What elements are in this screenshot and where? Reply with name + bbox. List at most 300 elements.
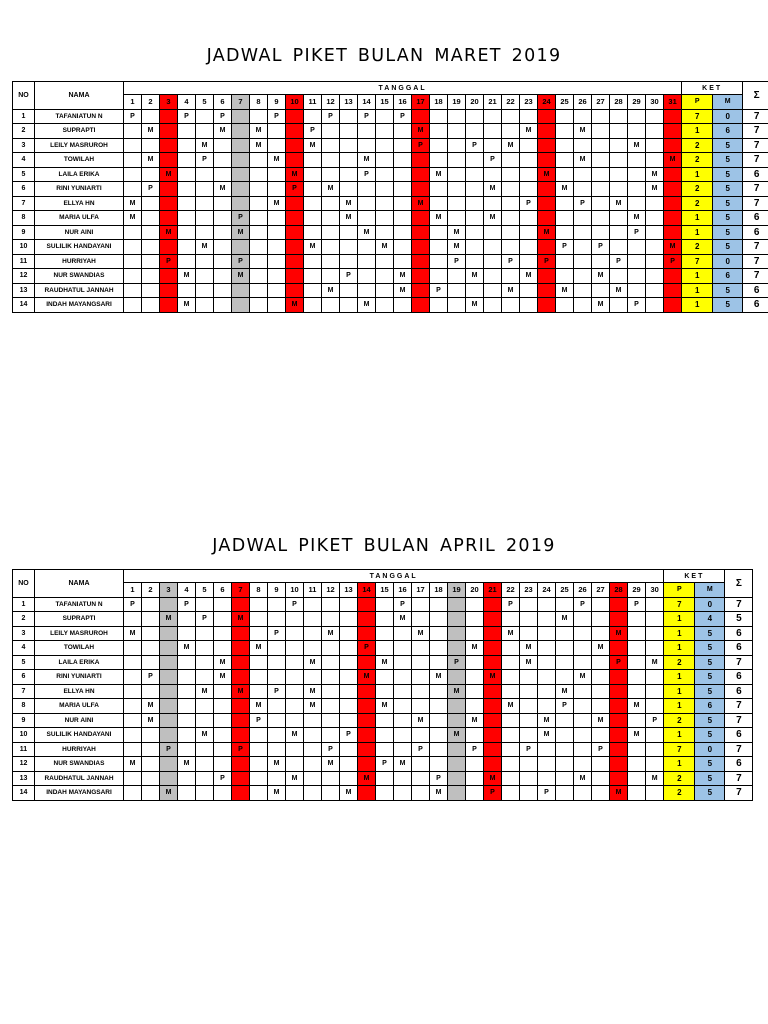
- duty-cell: [394, 699, 412, 714]
- duty-cell: [376, 670, 394, 685]
- duty-cell: [232, 626, 250, 641]
- duty-cell: [322, 153, 340, 168]
- duty-cell: [322, 211, 340, 226]
- duty-cell: M: [196, 240, 214, 255]
- count-p: 1: [682, 211, 713, 226]
- duty-cell: P: [538, 254, 556, 269]
- duty-cell: [124, 225, 142, 240]
- duty-cell: [520, 211, 538, 226]
- duty-cell: [646, 196, 664, 211]
- duty-cell: [556, 225, 574, 240]
- duty-cell: [196, 298, 214, 313]
- duty-cell: [124, 786, 142, 801]
- duty-cell: [322, 771, 340, 786]
- table-row: [13, 626, 753, 641]
- duty-cell: [610, 713, 628, 728]
- duty-cell: [142, 298, 160, 313]
- duty-cell: M: [286, 298, 304, 313]
- duty-cell: [394, 138, 412, 153]
- duty-cell: [430, 124, 448, 139]
- duty-cell: [502, 124, 520, 139]
- table-row: [13, 655, 753, 670]
- duty-cell: [574, 254, 592, 269]
- duty-cell: [430, 109, 448, 124]
- duty-cell: [646, 109, 664, 124]
- duty-cell: [646, 269, 664, 284]
- header-tanggal: TANGGAL: [124, 82, 682, 95]
- day-number: 12: [322, 95, 340, 110]
- duty-cell: [484, 124, 502, 139]
- duty-cell: [520, 612, 538, 627]
- duty-cell: M: [574, 153, 592, 168]
- duty-cell: M: [124, 757, 142, 772]
- duty-cell: [340, 283, 358, 298]
- duty-cell: [646, 670, 664, 685]
- duty-cell: [466, 699, 484, 714]
- duty-cell: M: [250, 138, 268, 153]
- duty-cell: [232, 597, 250, 612]
- count-p: 2: [664, 786, 695, 801]
- duty-cell: P: [268, 109, 286, 124]
- duty-cell: M: [628, 138, 646, 153]
- duty-cell: P: [592, 742, 610, 757]
- duty-cell: [574, 225, 592, 240]
- duty-cell: [574, 626, 592, 641]
- duty-cell: [664, 138, 682, 153]
- duty-cell: P: [340, 269, 358, 284]
- duty-cell: [286, 655, 304, 670]
- duty-cell: [232, 283, 250, 298]
- duty-cell: [466, 597, 484, 612]
- duty-cell: [160, 655, 178, 670]
- duty-cell: [466, 283, 484, 298]
- duty-cell: [340, 742, 358, 757]
- duty-cell: [466, 211, 484, 226]
- duty-cell: [322, 713, 340, 728]
- duty-cell: [484, 626, 502, 641]
- duty-cell: [250, 196, 268, 211]
- duty-cell: [124, 182, 142, 197]
- duty-cell: M: [628, 728, 646, 743]
- duty-cell: [232, 240, 250, 255]
- duty-cell: P: [430, 771, 448, 786]
- duty-cell: M: [268, 757, 286, 772]
- duty-cell: [466, 225, 484, 240]
- duty-cell: [664, 298, 682, 313]
- duty-cell: M: [520, 269, 538, 284]
- duty-cell: [304, 742, 322, 757]
- row-name: LEILY MASRUROH: [35, 138, 124, 153]
- duty-cell: [448, 153, 466, 168]
- duty-cell: [196, 655, 214, 670]
- duty-cell: [556, 641, 574, 656]
- duty-cell: M: [358, 298, 376, 313]
- duty-cell: [286, 757, 304, 772]
- duty-cell: [196, 742, 214, 757]
- duty-cell: [214, 626, 232, 641]
- duty-cell: [142, 641, 160, 656]
- count-m: 5: [695, 728, 725, 743]
- table-row: [13, 612, 753, 627]
- duty-cell: [340, 684, 358, 699]
- duty-cell: [124, 298, 142, 313]
- duty-cell: [538, 612, 556, 627]
- day-number: 30: [646, 95, 664, 110]
- row-name: MARIA ULFA: [35, 211, 124, 226]
- duty-cell: [268, 742, 286, 757]
- duty-cell: P: [628, 225, 646, 240]
- count-m: 5: [695, 655, 725, 670]
- duty-cell: [250, 670, 268, 685]
- duty-cell: [232, 298, 250, 313]
- duty-cell: [250, 240, 268, 255]
- duty-cell: [538, 240, 556, 255]
- duty-cell: [286, 742, 304, 757]
- duty-cell: M: [538, 713, 556, 728]
- duty-cell: P: [430, 283, 448, 298]
- duty-cell: P: [322, 742, 340, 757]
- duty-cell: [142, 626, 160, 641]
- row-total: 6: [743, 283, 768, 298]
- duty-cell: [430, 713, 448, 728]
- row-total: 6: [725, 757, 753, 772]
- duty-cell: M: [502, 626, 520, 641]
- day-number: 5: [196, 95, 214, 110]
- duty-cell: [376, 626, 394, 641]
- count-m: 5: [713, 153, 743, 168]
- count-p: 2: [682, 196, 713, 211]
- duty-cell: [178, 196, 196, 211]
- duty-cell: [250, 771, 268, 786]
- duty-cell: [520, 254, 538, 269]
- duty-cell: M: [196, 728, 214, 743]
- duty-cell: [412, 771, 430, 786]
- table-row: [13, 641, 753, 656]
- duty-cell: [484, 240, 502, 255]
- duty-cell: M: [466, 298, 484, 313]
- day-number: 5: [196, 583, 214, 598]
- row-name: SULILIK HANDAYANI: [35, 728, 124, 743]
- duty-cell: [304, 728, 322, 743]
- row-total: 7: [743, 182, 768, 197]
- duty-cell: [502, 167, 520, 182]
- duty-cell: [430, 728, 448, 743]
- duty-cell: [124, 612, 142, 627]
- duty-cell: [142, 269, 160, 284]
- duty-cell: [250, 211, 268, 226]
- duty-cell: [574, 612, 592, 627]
- duty-cell: [160, 684, 178, 699]
- duty-cell: [646, 641, 664, 656]
- duty-cell: [394, 240, 412, 255]
- duty-cell: P: [412, 138, 430, 153]
- row-no: 3: [13, 138, 35, 153]
- duty-cell: [448, 124, 466, 139]
- day-number: 17: [412, 95, 430, 110]
- duty-cell: [376, 138, 394, 153]
- day-number: 14: [358, 95, 376, 110]
- day-number: 9: [268, 95, 286, 110]
- row-name: SUPRAPTI: [35, 612, 124, 627]
- duty-cell: M: [610, 626, 628, 641]
- duty-cell: [304, 283, 322, 298]
- duty-cell: [592, 626, 610, 641]
- duty-cell: [628, 641, 646, 656]
- duty-cell: [628, 196, 646, 211]
- duty-cell: M: [628, 211, 646, 226]
- duty-cell: [592, 699, 610, 714]
- duty-cell: [124, 138, 142, 153]
- duty-cell: [250, 728, 268, 743]
- duty-cell: [124, 670, 142, 685]
- duty-cell: [556, 771, 574, 786]
- duty-cell: [556, 138, 574, 153]
- duty-cell: [520, 153, 538, 168]
- duty-cell: M: [484, 182, 502, 197]
- duty-cell: [268, 254, 286, 269]
- duty-cell: [124, 713, 142, 728]
- duty-cell: [664, 196, 682, 211]
- table-row: [13, 269, 768, 284]
- duty-cell: [484, 196, 502, 211]
- duty-cell: [574, 641, 592, 656]
- duty-cell: [268, 124, 286, 139]
- duty-cell: [556, 786, 574, 801]
- duty-cell: [376, 742, 394, 757]
- duty-cell: [556, 211, 574, 226]
- row-no: 1: [13, 109, 35, 124]
- duty-cell: M: [268, 153, 286, 168]
- duty-cell: [250, 167, 268, 182]
- day-number: 15: [376, 95, 394, 110]
- duty-cell: [358, 626, 376, 641]
- duty-cell: [286, 283, 304, 298]
- duty-cell: [556, 254, 574, 269]
- duty-cell: [610, 269, 628, 284]
- day-number: 18: [430, 95, 448, 110]
- count-m: 5: [713, 240, 743, 255]
- row-no: 5: [13, 167, 35, 182]
- duty-cell: [196, 182, 214, 197]
- duty-cell: [142, 684, 160, 699]
- duty-cell: [646, 597, 664, 612]
- duty-cell: [232, 167, 250, 182]
- duty-cell: [376, 641, 394, 656]
- duty-cell: [340, 182, 358, 197]
- duty-cell: [394, 167, 412, 182]
- row-no: 2: [13, 124, 35, 139]
- duty-cell: M: [214, 670, 232, 685]
- row-name: SUPRAPTI: [35, 124, 124, 139]
- day-number: 3: [160, 583, 178, 598]
- duty-cell: [268, 269, 286, 284]
- duty-cell: P: [376, 757, 394, 772]
- duty-cell: [250, 153, 268, 168]
- duty-cell: M: [520, 124, 538, 139]
- duty-cell: [502, 225, 520, 240]
- row-no: 4: [13, 153, 35, 168]
- duty-cell: [322, 240, 340, 255]
- day-number: 4: [178, 583, 196, 598]
- duty-cell: [538, 109, 556, 124]
- duty-cell: M: [574, 124, 592, 139]
- duty-cell: M: [646, 655, 664, 670]
- duty-cell: [448, 771, 466, 786]
- row-no: 9: [13, 225, 35, 240]
- schedule-table-april: [12, 569, 753, 801]
- duty-cell: [430, 699, 448, 714]
- duty-cell: [340, 757, 358, 772]
- duty-cell: P: [574, 597, 592, 612]
- duty-cell: [430, 138, 448, 153]
- duty-cell: [592, 728, 610, 743]
- duty-cell: [592, 684, 610, 699]
- row-no: 3: [13, 626, 35, 641]
- duty-cell: [286, 786, 304, 801]
- duty-cell: [160, 597, 178, 612]
- duty-cell: [286, 641, 304, 656]
- duty-cell: M: [160, 612, 178, 627]
- duty-cell: [664, 182, 682, 197]
- duty-cell: [196, 757, 214, 772]
- count-m: 5: [713, 138, 743, 153]
- duty-cell: [196, 124, 214, 139]
- duty-cell: [520, 298, 538, 313]
- duty-cell: [520, 786, 538, 801]
- duty-cell: [376, 597, 394, 612]
- duty-cell: [538, 684, 556, 699]
- duty-cell: [214, 713, 232, 728]
- duty-cell: [322, 225, 340, 240]
- duty-cell: [574, 138, 592, 153]
- duty-cell: [556, 597, 574, 612]
- count-m: 5: [713, 196, 743, 211]
- duty-cell: [394, 182, 412, 197]
- day-number: 7: [232, 95, 250, 110]
- day-number: 17: [412, 583, 430, 598]
- duty-cell: [628, 269, 646, 284]
- duty-cell: [466, 124, 484, 139]
- count-m: 5: [695, 641, 725, 656]
- duty-cell: M: [376, 240, 394, 255]
- duty-cell: P: [268, 684, 286, 699]
- duty-cell: [142, 254, 160, 269]
- duty-cell: M: [214, 124, 232, 139]
- duty-cell: M: [412, 124, 430, 139]
- count-m: 6: [713, 124, 743, 139]
- duty-cell: [610, 612, 628, 627]
- duty-cell: [268, 167, 286, 182]
- duty-cell: [646, 612, 664, 627]
- duty-cell: [430, 612, 448, 627]
- duty-cell: [520, 771, 538, 786]
- row-total: 5: [725, 612, 753, 627]
- duty-cell: [340, 124, 358, 139]
- duty-cell: [412, 757, 430, 772]
- duty-cell: [214, 153, 232, 168]
- duty-cell: [196, 196, 214, 211]
- duty-cell: [502, 771, 520, 786]
- duty-cell: [160, 269, 178, 284]
- table-row: [13, 757, 753, 772]
- duty-cell: [304, 713, 322, 728]
- duty-cell: [196, 626, 214, 641]
- duty-cell: [574, 786, 592, 801]
- duty-cell: [628, 240, 646, 255]
- duty-cell: M: [520, 641, 538, 656]
- duty-cell: [484, 612, 502, 627]
- duty-cell: [502, 655, 520, 670]
- duty-cell: [304, 254, 322, 269]
- duty-cell: [466, 196, 484, 211]
- duty-cell: [196, 597, 214, 612]
- duty-cell: [142, 240, 160, 255]
- duty-cell: [376, 225, 394, 240]
- duty-cell: [178, 167, 196, 182]
- duty-cell: P: [520, 196, 538, 211]
- duty-cell: [610, 742, 628, 757]
- duty-cell: [574, 684, 592, 699]
- duty-cell: M: [448, 684, 466, 699]
- duty-cell: [556, 728, 574, 743]
- duty-cell: [466, 655, 484, 670]
- duty-cell: [430, 298, 448, 313]
- duty-cell: [376, 713, 394, 728]
- table-row: [13, 196, 768, 211]
- duty-cell: M: [250, 699, 268, 714]
- duty-cell: P: [250, 713, 268, 728]
- duty-cell: [250, 626, 268, 641]
- duty-cell: [340, 225, 358, 240]
- duty-cell: [214, 240, 232, 255]
- duty-cell: [502, 742, 520, 757]
- duty-cell: [538, 771, 556, 786]
- duty-cell: [394, 786, 412, 801]
- count-m: 0: [713, 109, 743, 124]
- duty-cell: [196, 713, 214, 728]
- duty-cell: M: [142, 699, 160, 714]
- duty-cell: [358, 612, 376, 627]
- duty-cell: [412, 641, 430, 656]
- duty-cell: [340, 771, 358, 786]
- day-number: 19: [448, 95, 466, 110]
- duty-cell: [484, 138, 502, 153]
- duty-cell: [448, 786, 466, 801]
- duty-cell: [124, 684, 142, 699]
- duty-cell: [466, 240, 484, 255]
- duty-cell: [286, 138, 304, 153]
- row-total: 7: [743, 196, 768, 211]
- duty-cell: [160, 771, 178, 786]
- duty-cell: [376, 728, 394, 743]
- duty-cell: [628, 713, 646, 728]
- count-p: 1: [682, 167, 713, 182]
- duty-cell: [412, 225, 430, 240]
- duty-cell: [520, 109, 538, 124]
- duty-cell: [610, 124, 628, 139]
- duty-cell: [124, 699, 142, 714]
- row-name: HURRIYAH: [35, 254, 124, 269]
- duty-cell: [502, 182, 520, 197]
- row-total: 7: [725, 742, 753, 757]
- duty-cell: P: [286, 597, 304, 612]
- duty-cell: [376, 167, 394, 182]
- duty-cell: [268, 240, 286, 255]
- duty-cell: [664, 269, 682, 284]
- count-m: 5: [695, 786, 725, 801]
- duty-cell: [214, 742, 232, 757]
- duty-cell: M: [592, 269, 610, 284]
